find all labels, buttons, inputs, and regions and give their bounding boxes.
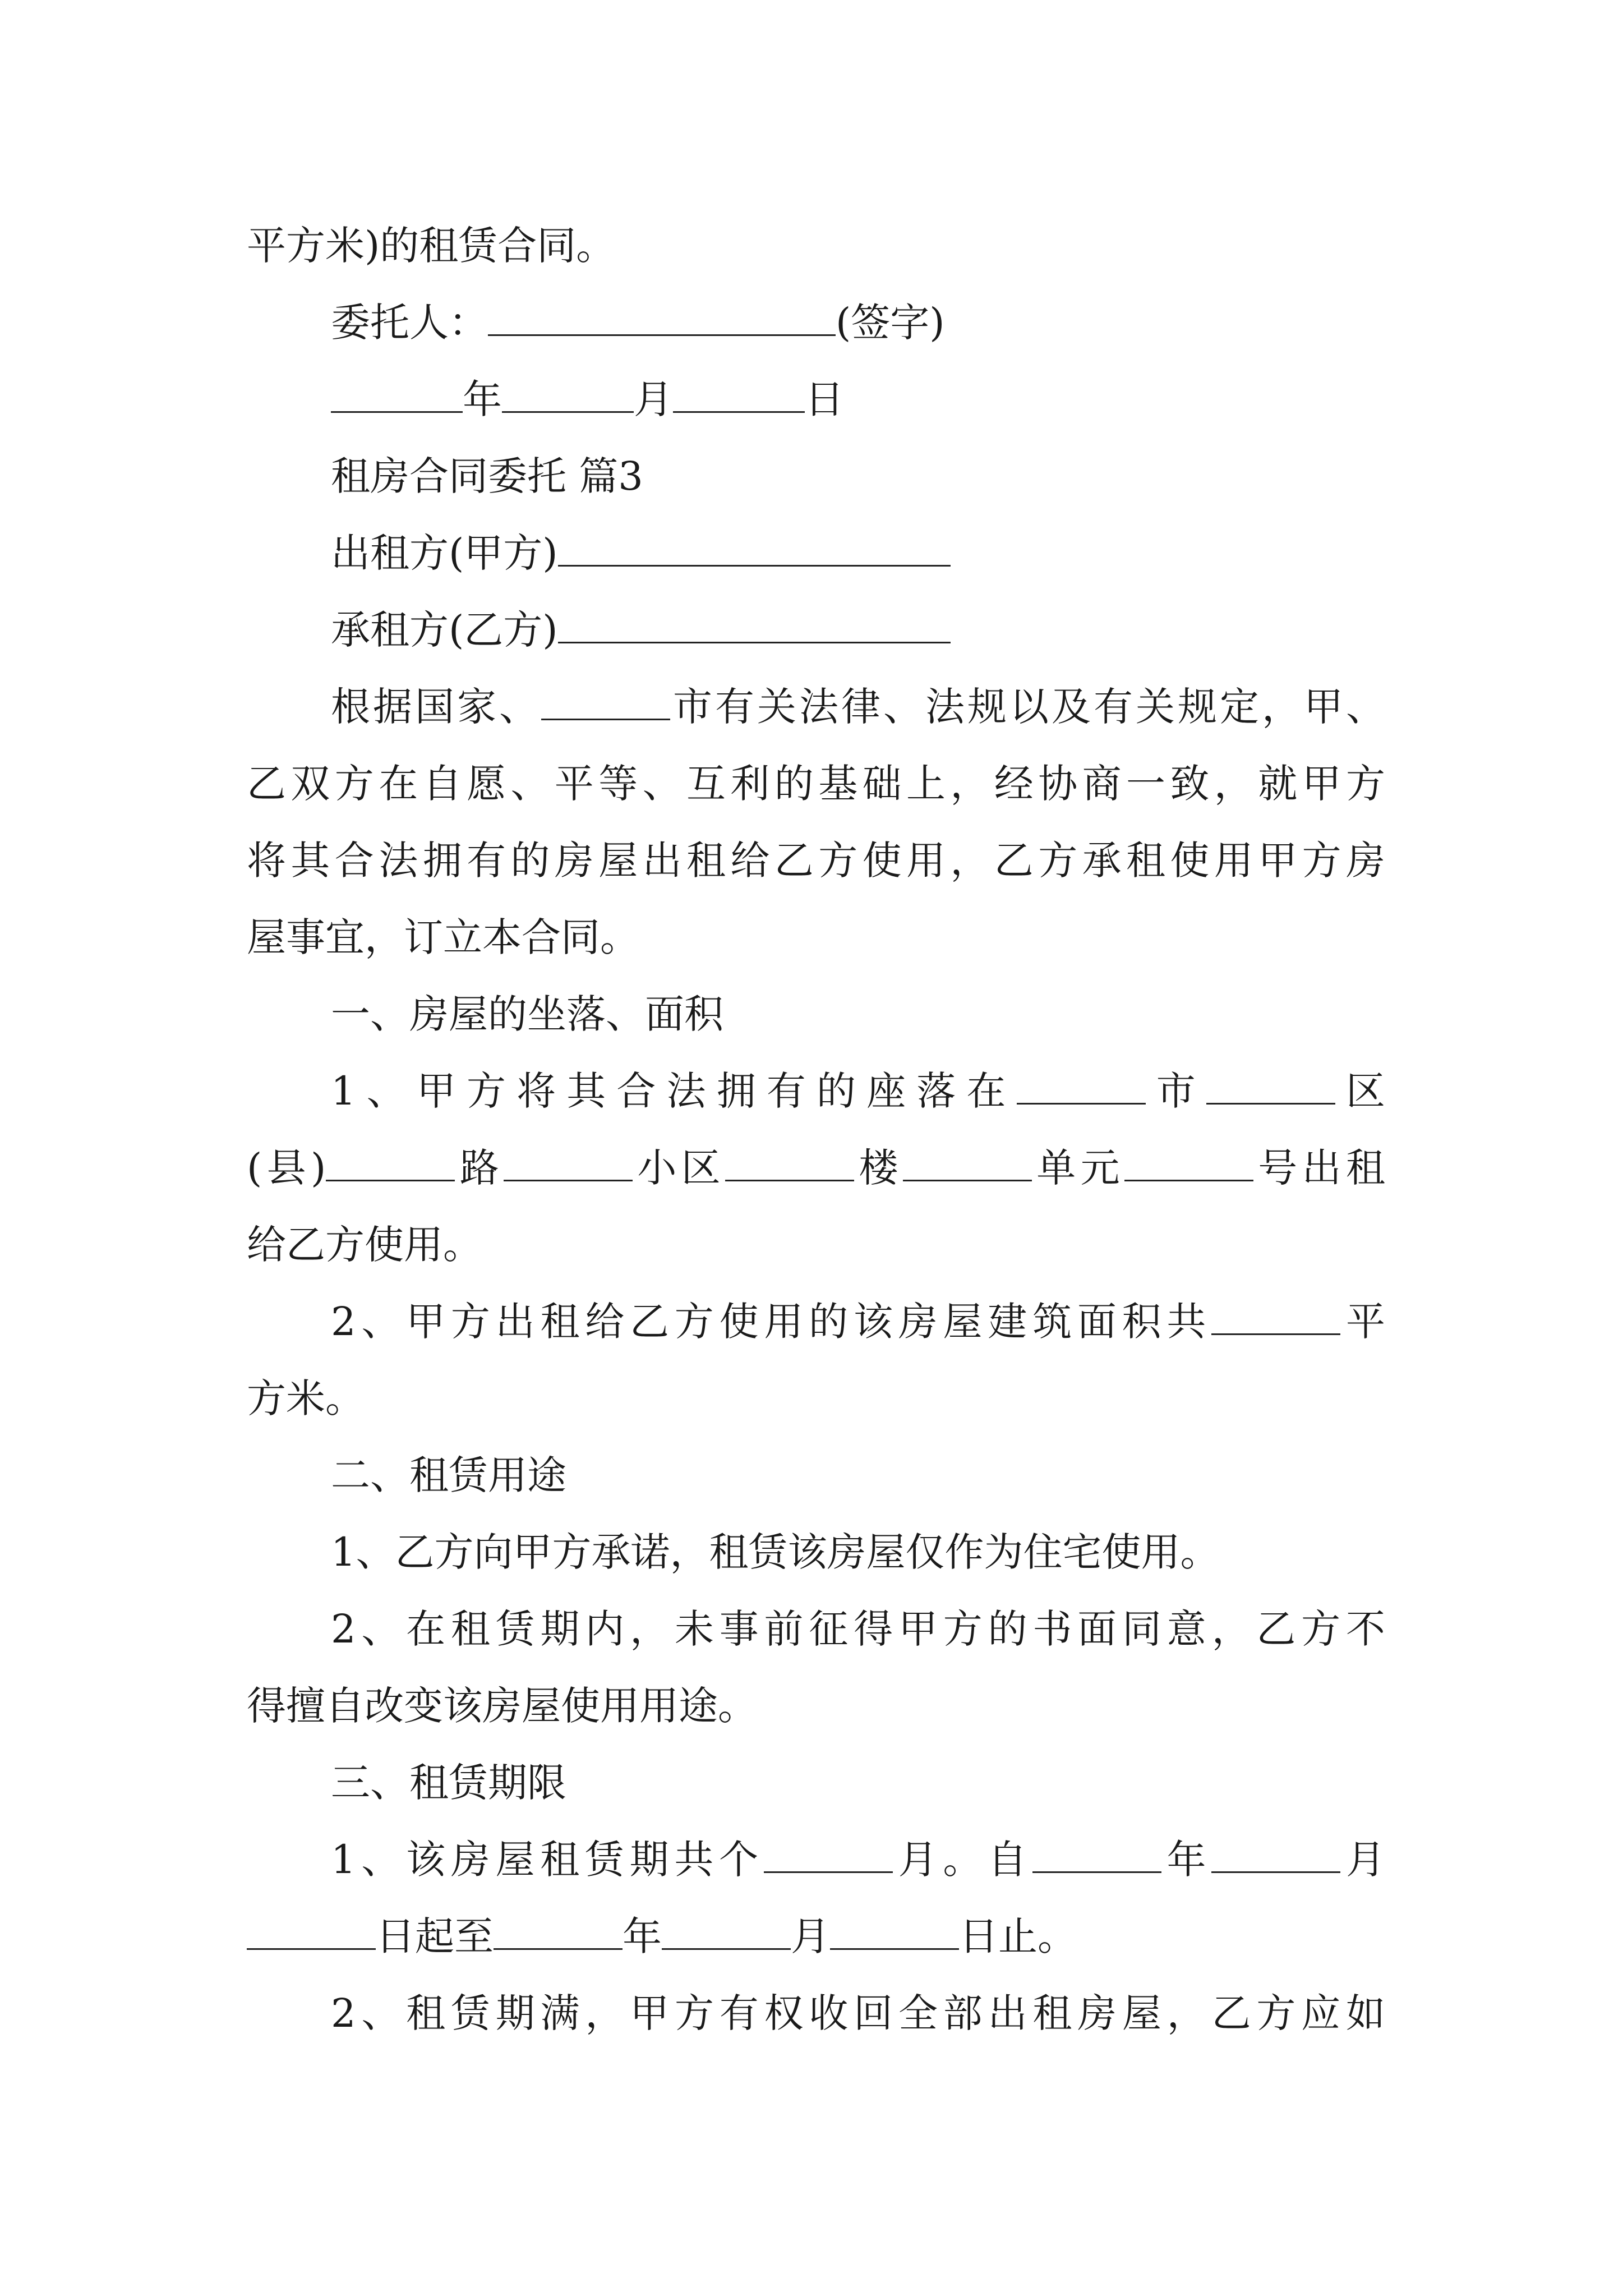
entruster-signature-blank[interactable] <box>488 301 836 336</box>
text-line <box>247 1668 1385 1745</box>
text-line <box>247 1053 1385 1130</box>
text-line <box>247 1821 1385 1898</box>
text: 日止。 <box>959 1913 1077 1959</box>
end-month-blank[interactable] <box>662 1915 791 1950</box>
label-year: 年 <box>463 376 502 422</box>
text: 市有关法律、法规以及有关规定，甲、 <box>670 684 1385 730</box>
label-lessor: 出租方(甲方) <box>331 530 558 576</box>
text: 乙双方在自愿、平等、互利的基础上，经协商一致，就甲方 <box>247 761 1385 807</box>
text-line <box>247 669 1385 746</box>
text-line <box>247 1130 1385 1207</box>
heading-text: 三、租赁期限 <box>331 1760 566 1806</box>
text: 小区 <box>633 1145 726 1191</box>
text: 月。自 <box>892 1837 1032 1883</box>
unit-blank[interactable] <box>1124 1146 1253 1181</box>
text: 单元 <box>1031 1145 1124 1191</box>
label-month: 月 <box>634 376 673 422</box>
section-heading <box>247 1745 1385 1821</box>
text-line <box>247 1898 1385 1975</box>
text: 2、租赁期满，甲方有权收回全部出租房屋，乙方应如 <box>331 1990 1385 2036</box>
section-heading <box>247 438 1385 515</box>
text: 号出租 <box>1253 1145 1385 1191</box>
start-year-blank[interactable] <box>1032 1838 1161 1873</box>
label-lessee: 承租方(乙方) <box>331 607 558 653</box>
lessee-line <box>247 592 1385 669</box>
year-blank[interactable] <box>331 378 463 413</box>
text-line <box>247 822 1385 899</box>
district-blank[interactable] <box>1206 1069 1335 1105</box>
text: 市 <box>1145 1068 1206 1114</box>
text: 月 <box>1340 1837 1385 1883</box>
text-line <box>247 208 1385 284</box>
text: 2、甲方出租给乙方使用的该房屋建筑面积共 <box>331 1299 1212 1345</box>
building-blank[interactable] <box>903 1146 1032 1181</box>
start-day-blank[interactable] <box>247 1915 376 1950</box>
heading-text: 一、房屋的坐落、面积 <box>331 991 723 1037</box>
text: 年 <box>1161 1837 1212 1883</box>
month-blank[interactable] <box>502 378 634 413</box>
text-line <box>247 899 1385 976</box>
heading-text: 二、租赁用途 <box>331 1452 566 1498</box>
text-line <box>247 1975 1385 2052</box>
text-line <box>247 1360 1385 1437</box>
lessee-blank[interactable] <box>558 608 951 643</box>
text: 1、该房屋租赁期共个 <box>331 1837 764 1883</box>
text: 月 <box>791 1913 830 1959</box>
text: 1、甲方将其合法拥有的座落在 <box>331 1068 1017 1114</box>
text: 路 <box>455 1145 504 1191</box>
lessor-blank[interactable] <box>558 531 951 567</box>
text: 1、乙方向甲方承诺，租赁该房屋仅作为住宅使用。 <box>331 1529 1220 1575</box>
road-blank[interactable] <box>504 1146 633 1181</box>
signature-line <box>247 284 1385 361</box>
text: 方米。 <box>247 1375 365 1421</box>
label-entruster: 委托人： <box>331 300 488 346</box>
text-line <box>247 1514 1385 1591</box>
text: 2、在租赁期内，未事前征得甲方的书面同意，乙方不 <box>331 1606 1385 1652</box>
text-line <box>247 746 1385 822</box>
text: 年 <box>623 1913 662 1959</box>
city-blank[interactable] <box>541 685 670 720</box>
day-blank[interactable] <box>673 378 805 413</box>
text-line <box>247 1283 1385 1360</box>
end-year-blank[interactable] <box>494 1915 623 1950</box>
text: 日起至 <box>376 1913 494 1959</box>
text-line <box>247 1591 1385 1668</box>
text: 将其合法拥有的房屋出租给乙方使用，乙方承租使用甲方房 <box>247 838 1385 884</box>
county-blank[interactable] <box>326 1146 455 1181</box>
text: 得擅自改变该房屋使用用途。 <box>247 1683 757 1729</box>
label-sign: (签字) <box>836 300 945 346</box>
end-day-blank[interactable] <box>830 1915 959 1950</box>
text: 根据国家、 <box>331 684 541 730</box>
community-blank[interactable] <box>725 1146 854 1181</box>
label-day: 日 <box>805 376 844 422</box>
heading-text: 租房合同委托 篇3 <box>331 453 643 499</box>
text-line <box>247 1207 1385 1283</box>
text: 屋事宜，订立本合同。 <box>247 914 639 960</box>
city-blank[interactable] <box>1017 1069 1146 1105</box>
text: 楼 <box>854 1145 903 1191</box>
lessor-line <box>247 515 1385 592</box>
contract-page <box>247 208 1385 2052</box>
text: (县) <box>247 1145 326 1191</box>
area-blank[interactable] <box>1211 1300 1340 1335</box>
text: 区 <box>1335 1068 1385 1114</box>
text: 平 <box>1340 1299 1385 1345</box>
text: 平方米)的租赁合同。 <box>247 223 616 269</box>
section-heading <box>247 1437 1385 1514</box>
start-month-blank[interactable] <box>1211 1838 1340 1873</box>
section-heading <box>247 976 1385 1053</box>
months-blank[interactable] <box>764 1838 893 1873</box>
text: 给乙方使用。 <box>247 1222 482 1268</box>
date-line <box>247 361 1385 438</box>
